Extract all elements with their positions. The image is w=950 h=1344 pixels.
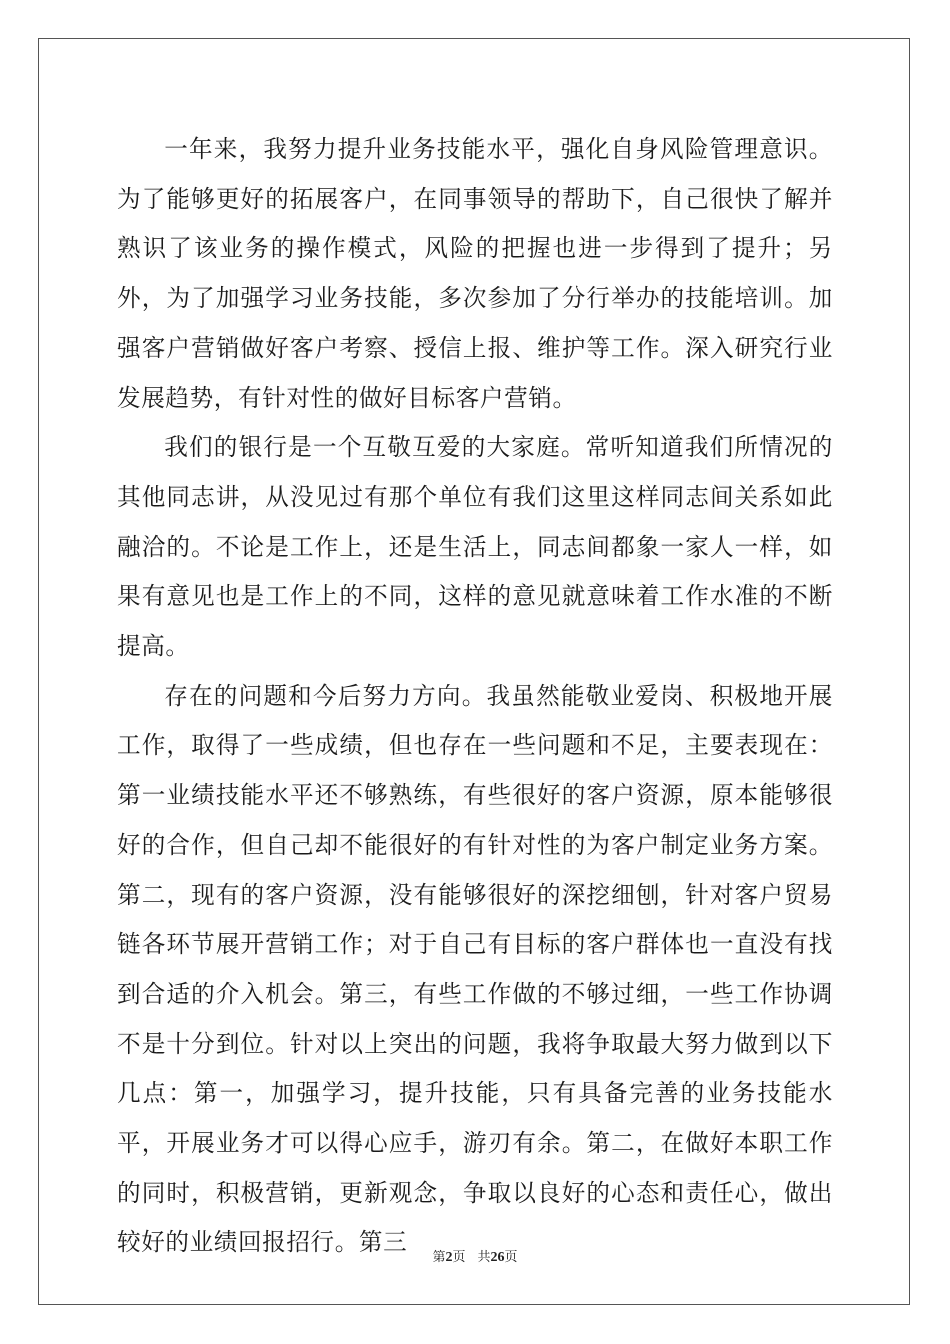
paragraph-1: 一年来，我努力提升业务技能水平，强化自身风险管理意识。为了能够更好的拓展客户，在同事领导的帮助下，自己很快了解并熟识了该业务的操作模式，风险的把握也进一步得到了提升；另外，为了加强学习业务技能，多次参加了分行举办的技能培训。加强客户营销做好客户考察、授信上报、维护等工作。深入研究行业发展趋势，有针对性的做好目标客户营销。 bbox=[117, 135, 833, 412]
total-prefix: 共 bbox=[477, 1250, 491, 1265]
page-current: 2 bbox=[445, 1250, 453, 1265]
document-body bbox=[117, 125, 833, 1268]
paragraph-2: 我们的银行是一个互敬互爱的大家庭。常听知道我们所情况的其他同志讲，从没见过有那个单位有我们这里这样同志间关系如此融洽的。不论是工作上，还是生活上，同志间都象一家人一样，如果有意见也是工作上的不同，这样的意见就意味着工作水准的不断提高。 bbox=[117, 433, 833, 661]
page-footer bbox=[0, 1246, 950, 1266]
paragraph-3: 存在的问题和今后努力方向。我虽然能敬业爱岗、积极地开展工作，取得了一些成绩，但也存在一些问题和不足，主要表现在：第一业绩技能水平还不够熟练，有些很好的客户资源，原本能够很好的合作，但自己却不能很好的有针对性的为客户制定业务方案。第二，现有的客户资源，没有能够很好的深挖细刨，针对客户贸易链各环节展开营销工作；对于自己有目标的客户群体也一直没有找到合适的介入机会。第三，有些工作做的不够过细，一些工作协调不是十分到位。针对以上突出的问题，我将争取最大努力做到以下几点：第一，加强学习，提升技能，只有具备完善的业务技能水平，开展业务才可以得心应手，游刃有余。第二，在做好本职工作的同时，积极营销，更新观念，争取以良好的心态和责任心，做出较好的业绩回报招行。第三 bbox=[117, 681, 833, 1257]
page-total: 26 bbox=[490, 1250, 505, 1265]
page-suffix: 页 bbox=[452, 1250, 466, 1265]
total-suffix: 页 bbox=[504, 1250, 518, 1265]
page-prefix: 第 bbox=[432, 1250, 446, 1265]
